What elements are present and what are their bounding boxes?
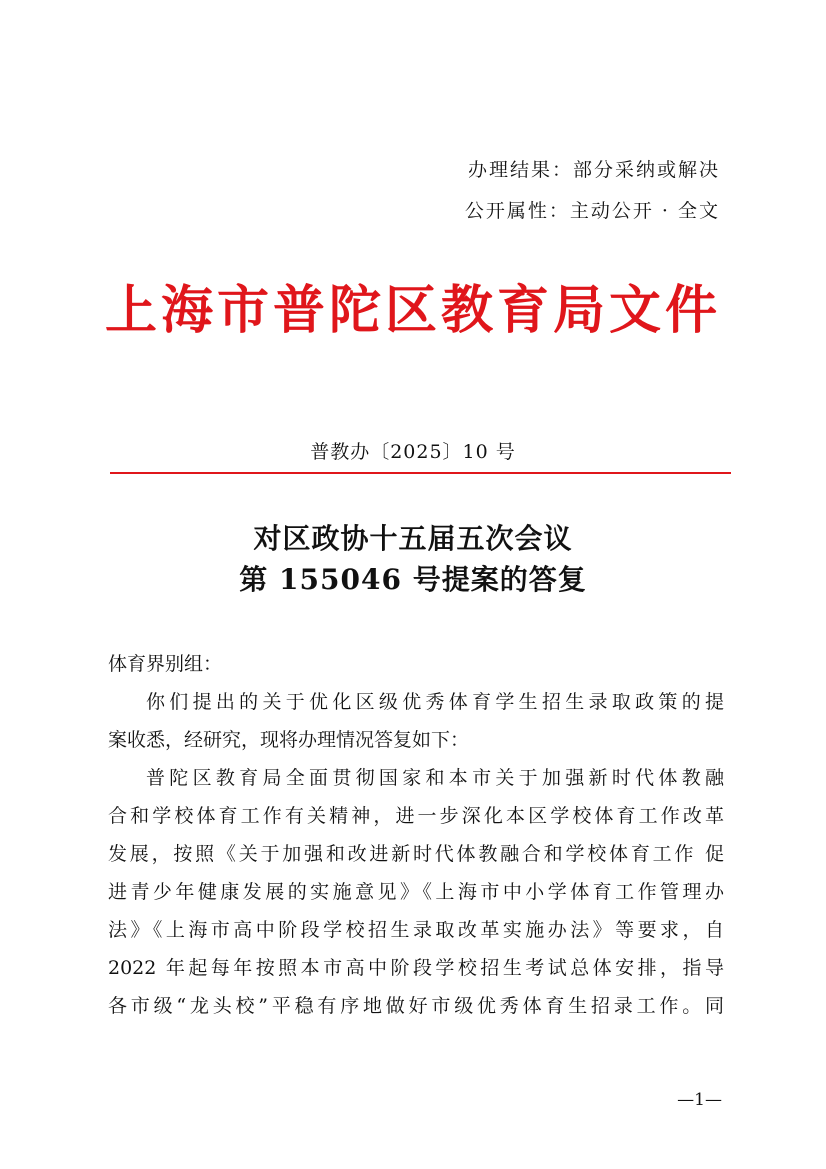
- red-divider-line: [110, 472, 731, 474]
- body-line: 进青少年健康发展的实施意见》《上海市中小学体育工作管理办: [108, 881, 724, 903]
- body-line: 法》《上海市高中阶段学校招生录取改革实施办法》等要求，自: [108, 919, 724, 941]
- body-line: 发展，按照《关于加强和改进新时代体教融合和学校体育工作 促: [108, 843, 724, 865]
- body-text: [108, 645, 724, 1025]
- body-line: 案收悉，经研究，现将办理情况答复如下：: [108, 729, 470, 751]
- reply-title-line-2: 第 155046 号提案的答复: [239, 563, 587, 596]
- page-number: —1—: [677, 1090, 722, 1110]
- handling-result-label: 办理结果：部分采纳或解决: [467, 159, 720, 181]
- body-line: 2022 年起每年按照本市高中阶段学校招生考试总体安排，指导: [108, 957, 724, 979]
- body-line: 合和学校体育工作有关精神，进一步深化本区学校体育工作改革: [108, 805, 724, 827]
- document-number: 普教办〔2025〕10 号: [310, 441, 516, 463]
- body-line: 普陀区教育局全面贯彻国家和本市关于加强新时代体教融: [146, 767, 724, 789]
- document-header-title: 上海市普陀区教育局文件: [104, 280, 721, 341]
- reply-title-line-1: 对区政协十五届五次会议: [253, 522, 573, 555]
- disclosure-attribute-label: 公开属性：主动公开 · 全文: [464, 200, 720, 222]
- body-line: 各市级“龙头校”平稳有序地做好市级优秀体育生招录工作。同: [108, 995, 724, 1017]
- body-line: 你们提出的关于优化区级优秀体育学生招生录取政策的提: [146, 691, 724, 713]
- salutation: 体育界别组：: [108, 653, 223, 675]
